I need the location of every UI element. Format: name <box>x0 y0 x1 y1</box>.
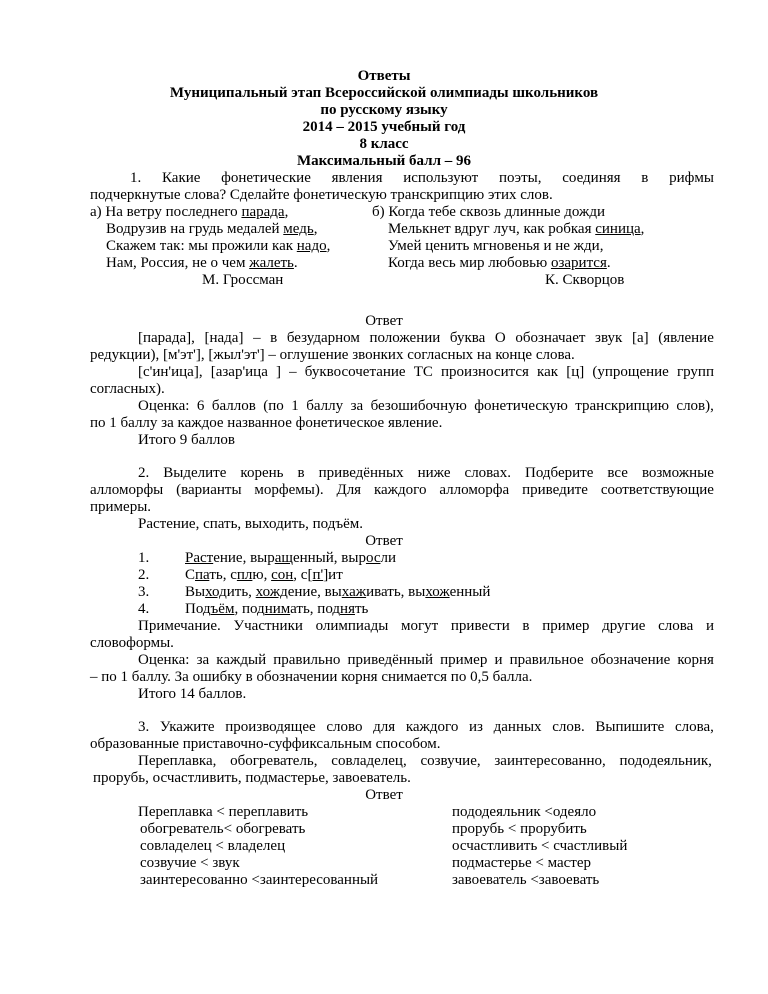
q1-line2: подчеркнутые слова? Сделайте фонетическую транскрипцию этих слов. <box>90 187 553 203</box>
q3-words-line1: Переплавка, обогреватель, совладелец, созвучие, заинтересованно, пододеяльник, <box>138 753 712 769</box>
q1-answer-line4: согласных). <box>90 381 165 397</box>
q3-answer-label: Ответ <box>365 787 403 803</box>
q3-line2: образованные приставочно-суффиксальным способом. <box>90 736 441 752</box>
q1-answer-line3: [с'ин'ица], [азар'ица ] – буквосочетание ТС произносится как [ц] (упрощение групп <box>138 364 714 380</box>
q3-right-item: осчастливить < счастливый <box>452 838 628 854</box>
poem-b-head: б) Когда тебе сквозь длинные дожди <box>372 204 606 220</box>
q3-right-item: пододеяльник <одеяло <box>452 804 597 820</box>
poem-b-line: Умей ценить мгновенья и не жди, <box>388 238 604 254</box>
q3-right-item: завоеватель <завоевать <box>452 872 600 888</box>
q2-note-line2: словоформы. <box>90 635 174 651</box>
q1-word: фонетические <box>221 170 311 186</box>
q3-left-item: заинтересованно <заинтересованный <box>140 872 379 888</box>
doc-stage: Муниципальный этап Всероссийской олимпиады школьников <box>169 85 599 101</box>
poem-a-line: Нам, Россия, не о чем жалеть. <box>106 255 298 271</box>
q1-word: соединяя <box>562 170 621 186</box>
q2-note-line1: Примечание. Участники олимпиады могут привести в пример другие слова и <box>138 618 714 634</box>
q2-item-text: Выходить, хождение, выхаживать, выхоженный <box>185 584 491 600</box>
poem-a-head: а) На ветру последнего парада, <box>90 204 289 220</box>
q3-left-item: Переплавка < переплавить <box>138 804 309 820</box>
q2-words: Растение, спать, выходить, подъём. <box>138 516 364 532</box>
poem-a-line: Скажем так: мы прожили как надо, <box>106 238 331 254</box>
q1-word: 1. <box>130 170 142 186</box>
q1-answer-line2: редукции), [м'эт'], [жыл'эт'] – оглушение звонких согласных на конце слова. <box>90 347 575 363</box>
doc-subject: по русскому языку <box>320 102 448 118</box>
rhyme-word: медь <box>283 221 314 237</box>
rhyme-word: озарится <box>550 255 607 271</box>
q1-answer-line1: [парада], [нада] – в безударном положении буква О обозначает звук [а] (явление <box>138 330 714 346</box>
q3-right-item: подмастерье < мастер <box>452 855 592 871</box>
q3-words-line2: прорубь, осчастливить, подмастерье, завоеватель. <box>93 770 411 786</box>
doc-grade: 8 класс <box>359 136 409 152</box>
q3-right-item: прорубь < прорубить <box>452 821 587 837</box>
q2-item-num: 3. <box>138 584 150 600</box>
q2-line1: 2. Выделите корень в приведённых ниже словах. Подберите все возможные <box>138 465 714 481</box>
doc-title: Ответы <box>357 68 411 84</box>
rhyme-word: парада <box>241 204 285 220</box>
q1-word: в <box>641 170 649 186</box>
poem-b-line: Когда весь мир любовью озарится. <box>388 255 611 271</box>
q3-left-item: совладелец < владелец <box>140 838 286 854</box>
q1-line1 <box>130 170 714 188</box>
q2-line3: примеры. <box>90 499 152 515</box>
q3-left-item: созвучие < звук <box>140 855 240 871</box>
q2-score-line2: – по 1 баллу. За ошибку в обозначении корня снимается по 0,5 балла. <box>90 669 533 685</box>
q1-answer-label: Ответ <box>365 313 403 329</box>
q2-score-line1: Оценка: за каждый правильно приведённый пример и правильное обозначение корня <box>138 652 714 668</box>
q2-item-num: 2. <box>138 567 150 583</box>
q2-item-num: 4. <box>138 601 150 617</box>
doc-year: 2014 – 2015 учебный год <box>302 119 466 135</box>
q1-score-line1: Оценка: 6 баллов (по 1 баллу за безошибочную фонетическую транскрипцию слов), <box>138 398 714 414</box>
q2-item-text: Растение, выращенный, выросли <box>185 550 396 566</box>
q1-total: Итого 9 баллов <box>138 432 235 448</box>
poem-b-author: К. Скворцов <box>545 272 625 288</box>
poem-a-author: М. Гроссман <box>202 272 284 288</box>
q3-left-item: обогреватель< обогревать <box>140 821 306 837</box>
q2-item-text: Подъём, поднимать, поднять <box>185 601 369 617</box>
q1-word: рифмы <box>669 170 714 186</box>
q1-score-line2: по 1 баллу за каждое названное фонетическое явление. <box>90 415 443 431</box>
rhyme-word: надо <box>296 238 327 254</box>
poem-a-line: Водрузив на грудь медалей медь, <box>106 221 318 237</box>
doc-maxscore: Максимальный балл – 96 <box>296 153 472 169</box>
rhyme-word: синица <box>595 221 641 237</box>
poem-b-line: Мелькнет вдруг луч, как робкая синица, <box>388 221 645 237</box>
rhyme-word: жалеть <box>249 255 294 271</box>
q1-word: поэты, <box>498 170 542 186</box>
q2-answer-label: Ответ <box>365 533 403 549</box>
q2-line2: алломорфы (варианты морфемы). Для каждого алломорфа приведите соответствующие <box>90 482 714 498</box>
q1-word: используют <box>403 170 479 186</box>
q1-word: явления <box>331 170 383 186</box>
q3-line1: 3. Укажите производящее слово для каждого из данных слов. Выпишите слова, <box>138 719 714 735</box>
q2-total: Итого 14 баллов. <box>138 686 247 702</box>
q2-item-text: Спать, сплю, сон, с[п']ит <box>185 567 343 583</box>
q1-word: Какие <box>161 170 201 186</box>
q2-item-num: 1. <box>138 550 150 566</box>
